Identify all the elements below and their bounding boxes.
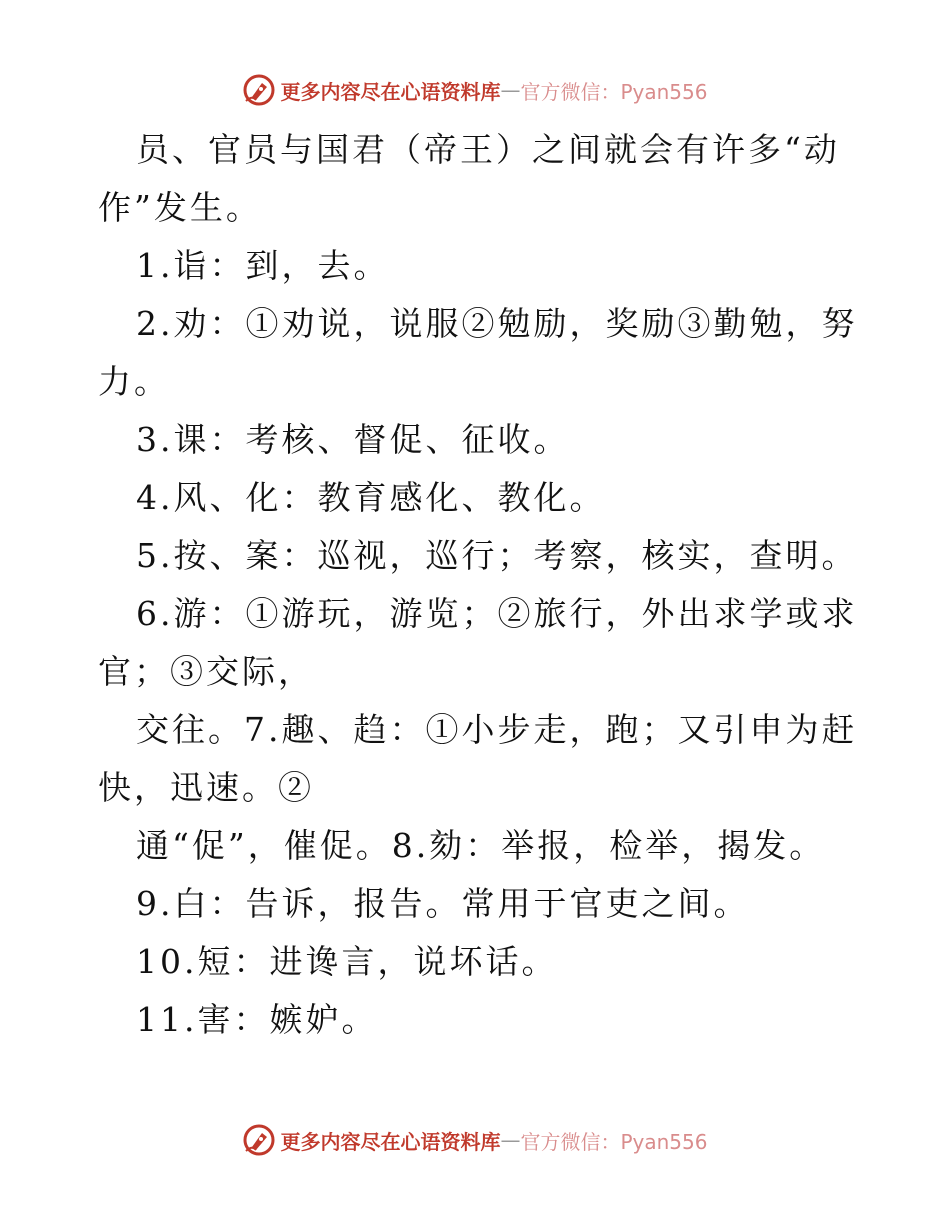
wechat-text: 官方微信：Pyan556 [520, 1129, 708, 1154]
footer-banner [0, 1122, 950, 1158]
promo-text: 更多内容尽在心语资料库 [280, 79, 501, 104]
body-line: 通“促”，催促。8.劾：举报，检举，揭发。 [136, 826, 826, 865]
body-line: 力。 [98, 362, 170, 401]
promo-text: 更多内容尽在心语资料库 [280, 1129, 501, 1154]
body-line: 3.课：考核、督促、征收。 [136, 420, 570, 459]
body-line: 官；③交际， [98, 652, 314, 691]
body-line: 5.按、案：巡视，巡行；考察，核实，查明。 [136, 536, 858, 575]
body-line: 11.害：嫉妒。 [136, 1000, 378, 1039]
body-line: 快，迅速。② [98, 768, 314, 807]
body-line: 10.短：进谗言，说坏话。 [136, 942, 558, 981]
body-line: 交往。7.趣、趋：①小步走，跑；又引申为赶 [136, 710, 858, 749]
body-line: 6.游：①游玩，游览；②旅行，外出求学或求 [136, 594, 858, 633]
body-line: 作”发生。 [98, 188, 262, 227]
body-line: 4.风、化：教育感化、教化。 [136, 478, 606, 517]
pen-nib-logo-icon [242, 1123, 276, 1157]
banner-separator: — [500, 78, 521, 102]
body-line: 2.劝：①劝说，说服②勉励，奖励③勤勉，努 [136, 304, 858, 343]
wechat-text: 官方微信：Pyan556 [520, 79, 708, 104]
body-line: 1.诣：到，去。 [136, 246, 390, 285]
body-line: 9.白：告诉，报告。常用于官吏之间。 [136, 884, 750, 923]
banner-separator: — [500, 1128, 521, 1152]
pen-nib-logo-icon [242, 73, 276, 107]
body-line: 员、官员与国君（帝王）之间就会有许多“动 [136, 130, 840, 169]
header-banner [0, 72, 950, 108]
document-body [98, 121, 858, 1049]
